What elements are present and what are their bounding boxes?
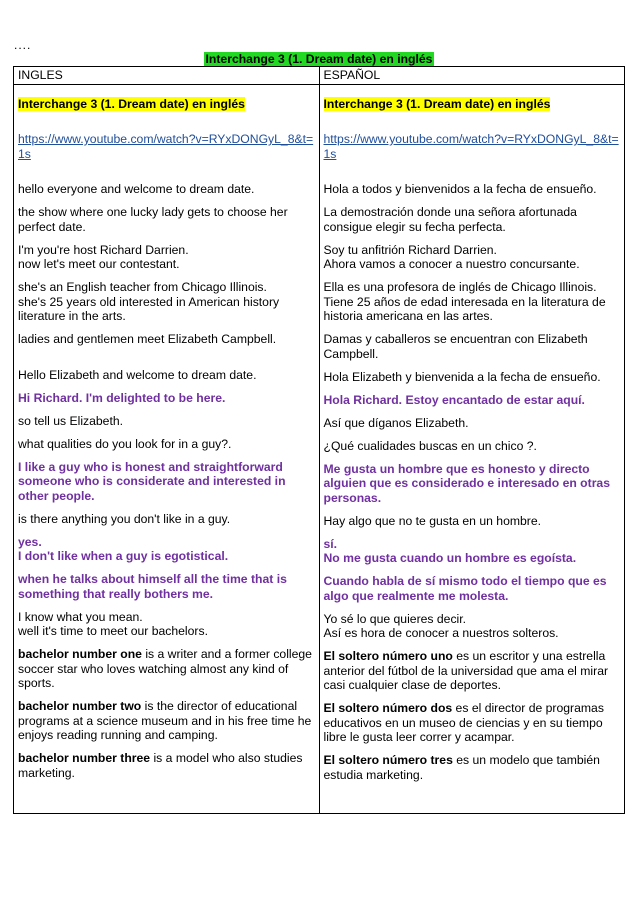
bachelor-label: bachelor number two xyxy=(18,699,142,713)
spanish-line-highlight: Hola Richard. Estoy encantado de estar aquí. xyxy=(323,392,585,407)
bachelor-text: is a model who also studies marketing. xyxy=(18,751,303,780)
spanish-line: Hay algo que no te gusta en un hombre. xyxy=(323,513,541,528)
english-line: she's an English teacher from Chicago Illinois. she's 25 years old interested in American history literature in the arts. xyxy=(18,280,280,323)
english-line: I know what you mean. well it's time to meet our bachelors. xyxy=(18,609,208,638)
document-title: Interchange 3 (1. Dream date) en inglés xyxy=(205,52,433,66)
spanish-line-highlight: Cuando habla de sí mismo todo el tiempo que es algo que realmente me molesta. xyxy=(323,574,607,603)
bachelor-label: El soltero número tres xyxy=(323,753,453,767)
english-line-highlight: I like a guy who is honest and straightforward someone who is considerate and interested in other people. xyxy=(18,459,286,503)
bachelor-text: es un escritor y una estrella anterior del fútbol de la universidad que ama el mirar casi cualquier clase de deportes. xyxy=(323,649,609,692)
translation-table xyxy=(13,66,625,814)
spanish-line-highlight: Me gusta un hombre que es honesto y directo alguien que es considerado e interesado en otras personas. xyxy=(323,461,610,505)
english-line-highlight: yes. I don't like when a guy is egotistical. xyxy=(18,534,229,563)
header-english: INGLES xyxy=(14,67,320,85)
english-bachelor xyxy=(18,647,315,691)
bachelor-text: is a writer and a former college soccer star who loves watching almost any kind of sports. xyxy=(18,647,312,690)
page-dots: .... xyxy=(14,38,32,52)
spanish-line: ¿Qué cualidades buscas en un chico ?. xyxy=(323,438,537,453)
spanish-line: La demostración donde una señora afortunada consigue elegir su fecha perfecta. xyxy=(323,205,577,234)
spanish-line-highlight: sí. No me gusta cuando un hombre es egoísta. xyxy=(323,536,577,565)
spanish-line: Soy tu anfitrión Richard Darrien. Ahora vamos a conocer a nuestro concursante. xyxy=(323,242,580,271)
bachelor-label: El soltero número dos xyxy=(323,701,453,715)
english-line: the show where one lucky lady gets to choose her perfect date. xyxy=(18,205,288,234)
bachelor-label: bachelor number one xyxy=(18,647,142,661)
bachelor-text: es el director de programas educativos en un museo de ciencias y en su tiempo libre le gusta leer correr y acampar. xyxy=(323,701,604,744)
spanish-line: Yo sé lo que quieres decir. Así es hora de conocer a nuestros solteros. xyxy=(323,611,559,640)
spanish-line: Hola a todos y bienvenidos a la fecha de ensueño. xyxy=(323,182,597,196)
spanish-bachelor xyxy=(324,649,621,693)
spanish-column xyxy=(319,84,625,813)
english-line: Hello Elizabeth and welcome to dream date. xyxy=(18,367,257,382)
title-wrap xyxy=(0,52,638,66)
spanish-video-link[interactable]: https://www.youtube.com/watch?v=RYxDONGyL_8&t=1s xyxy=(323,132,619,161)
english-line: hello everyone and welcome to dream date. xyxy=(18,182,255,196)
bachelor-text: es un modelo que también estudia marketing. xyxy=(323,753,600,782)
english-line-highlight: Hi Richard. I'm delighted to be here. xyxy=(18,390,226,405)
bachelor-text: is the director of educational programs at a science museum and in his free time he enjoys reading running and camping. xyxy=(18,699,312,742)
english-bachelor xyxy=(18,751,315,780)
spanish-line: Así que díganos Elizabeth. xyxy=(323,415,469,430)
english-line-highlight: when he talks about himself all the time that is something that really bothers me. xyxy=(18,572,287,601)
english-line: ladies and gentlemen meet Elizabeth Campbell. xyxy=(18,332,277,346)
spanish-heading: Interchange 3 (1. Dream date) en inglés xyxy=(323,96,551,111)
english-line: is there anything you don't like in a guy. xyxy=(18,511,231,526)
spanish-bachelor xyxy=(324,701,621,745)
bachelor-label: El soltero número uno xyxy=(323,649,453,663)
header-row xyxy=(14,67,625,85)
spanish-line: Damas y caballeros se encuentran con Elizabeth Campbell. xyxy=(323,332,588,361)
english-line: I'm you're host Richard Darrien. now let's meet our contestant. xyxy=(18,242,189,271)
english-heading: Interchange 3 (1. Dream date) en inglés xyxy=(18,96,245,111)
spanish-line: Ella es una profesora de inglés de Chicago Illinois. Tiene 25 años de edad interesada en la literatura de historia americana en las artes. xyxy=(323,280,606,323)
bachelor-label: bachelor number three xyxy=(18,751,151,765)
header-spanish: ESPAÑOL xyxy=(319,67,625,85)
english-video-link[interactable]: https://www.youtube.com/watch?v=RYxDONGyL_8&t=1s xyxy=(18,132,314,161)
spanish-bachelor xyxy=(324,753,621,782)
spanish-line: Hola Elizabeth y bienvenida a la fecha de ensueño. xyxy=(323,369,601,384)
content-row xyxy=(14,84,625,813)
english-line: so tell us Elizabeth. xyxy=(18,413,124,428)
english-line: what qualities do you look for in a guy?. xyxy=(18,436,232,451)
english-column xyxy=(14,84,320,813)
english-bachelor xyxy=(18,699,315,743)
